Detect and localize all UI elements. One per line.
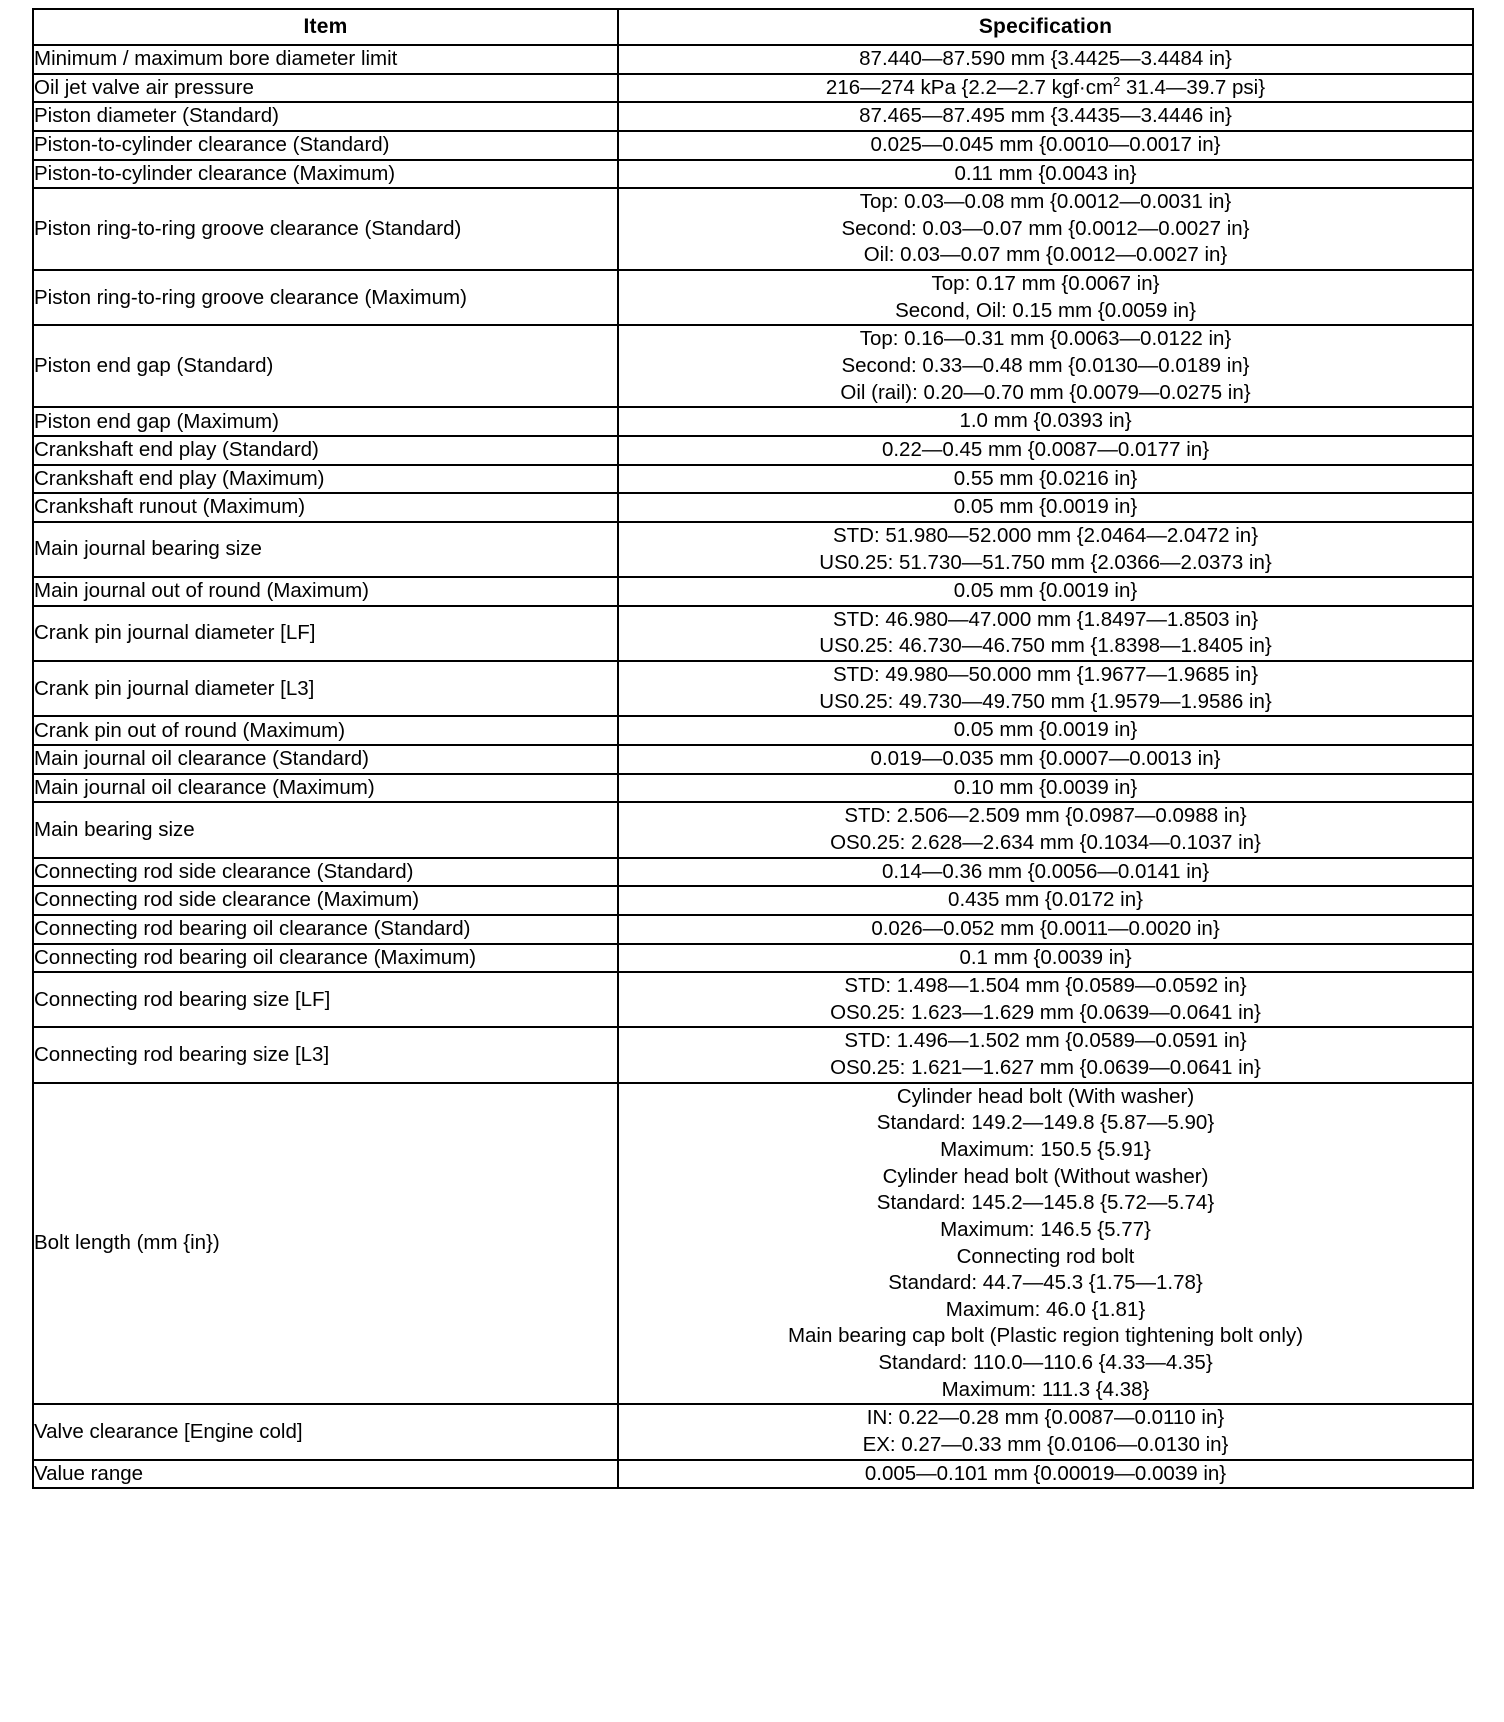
spec-value [618, 1027, 1473, 1082]
spec-value-line: STD: 51.980—52.000 mm {2.0464—2.0472 in} [832, 523, 1259, 547]
spec-value [618, 972, 1473, 1027]
spec-value-line: 0.026—0.052 mm {0.0011—0.0020 in} [871, 916, 1220, 940]
spec-value-line: STD: 49.980—50.000 mm {1.9677—1.9685 in} [832, 663, 1259, 687]
table-row [33, 858, 1473, 887]
table-row [33, 102, 1473, 131]
spec-item-label: Crankshaft runout (Maximum) [33, 493, 618, 522]
spec-item-label: Main journal out of round (Maximum) [33, 577, 618, 606]
table-header-row [33, 9, 1473, 45]
spec-value [618, 465, 1473, 494]
spec-value-line: 0.05 mm {0.0019 in} [953, 495, 1138, 519]
spec-value-line: Oil: 0.03—0.07 mm {0.0012—0.0027 in} [863, 243, 1228, 267]
spec-value [618, 577, 1473, 606]
spec-item-label: Piston-to-cylinder clearance (Maximum) [33, 160, 618, 189]
table-row [33, 160, 1473, 189]
spec-item-label: Connecting rod bearing oil clearance (Maximum) [33, 944, 618, 973]
spec-value [618, 102, 1473, 131]
table-row [33, 915, 1473, 944]
table-row [33, 270, 1473, 325]
spec-value-line: 0.10 mm {0.0039 in} [953, 775, 1138, 799]
spec-value-line: Standard: 44.7—45.3 {1.75—1.78} [888, 1271, 1203, 1295]
spec-value-line: Standard: 110.0—110.6 {4.33—4.35} [878, 1351, 1213, 1375]
spec-value [618, 774, 1473, 803]
spec-value-line: Top: 0.17 mm {0.0067 in} [931, 272, 1160, 296]
spec-value-line: US0.25: 51.730—51.750 mm {2.0366—2.0373 in} [819, 550, 1272, 574]
spec-item-label: Piston diameter (Standard) [33, 102, 618, 131]
table-row [33, 407, 1473, 436]
spec-value-line: 1.0 mm {0.0393 in} [959, 409, 1132, 433]
spec-item-label: Valve clearance [Engine cold] [33, 1404, 618, 1459]
spec-value-line: 0.05 mm {0.0019 in} [953, 718, 1138, 742]
spec-value [618, 493, 1473, 522]
engine-specification-table [32, 8, 1474, 1489]
table-row [33, 745, 1473, 774]
table-row [33, 774, 1473, 803]
spec-value-line: EX: 0.27—0.33 mm {0.0106—0.0130 in} [862, 1433, 1229, 1457]
spec-value-line: US0.25: 49.730—49.750 mm {1.9579—1.9586 in} [819, 689, 1272, 713]
spec-value-line: US0.25: 46.730—46.750 mm {1.8398—1.8405 in} [819, 634, 1272, 658]
table-row [33, 716, 1473, 745]
spec-item-label: Main journal oil clearance (Standard) [33, 745, 618, 774]
spec-item-label: Minimum / maximum bore diameter limit [33, 45, 618, 74]
spec-value-line: OS0.25: 2.628—2.634 mm {0.1034—0.1037 in} [830, 830, 1261, 854]
spec-value [618, 858, 1473, 887]
spec-value [618, 522, 1473, 577]
table-row [33, 1083, 1473, 1405]
spec-item-label: Oil jet valve air pressure [33, 74, 618, 103]
spec-item-label: Connecting rod bearing size [LF] [33, 972, 618, 1027]
table-row [33, 131, 1473, 160]
spec-value [618, 745, 1473, 774]
spec-item-label: Piston ring-to-ring groove clearance (Maximum) [33, 270, 618, 325]
spec-value [618, 661, 1473, 716]
table-row [33, 74, 1473, 103]
table-row [33, 1027, 1473, 1082]
spec-value-line: 216—274 kPa {2.2—2.7 $kgf\cdot cm^2$ 31.4—39.7 psi} [825, 73, 1266, 99]
spec-value-line: 87.440—87.590 mm {3.4425—3.4484 in} [859, 47, 1232, 70]
spec-value-line: Connecting rod bolt [956, 1244, 1135, 1268]
table-row [33, 972, 1473, 1027]
table-row [33, 325, 1473, 407]
spec-value [618, 944, 1473, 973]
spec-value-line: OS0.25: 1.623—1.629 mm {0.0639—0.0641 in} [830, 1000, 1261, 1024]
table-row [33, 465, 1473, 494]
spec-value [618, 915, 1473, 944]
table-row [33, 661, 1473, 716]
column-header-specification: Specification [618, 9, 1473, 45]
spec-item-label: Value range [33, 1460, 618, 1489]
spec-item-label: Main bearing size [33, 802, 618, 857]
spec-value [618, 407, 1473, 436]
spec-value-line: 0.05 mm {0.0019 in} [953, 579, 1138, 603]
superscript-two: 2 [1113, 73, 1121, 89]
spec-value-line: 0.11 mm {0.0043 in} [954, 161, 1137, 185]
spec-value-line: STD: 46.980—47.000 mm {1.8497—1.8503 in} [832, 607, 1259, 631]
spec-item-label: Piston-to-cylinder clearance (Standard) [33, 131, 618, 160]
table-row [33, 1460, 1473, 1489]
spec-item-label: Piston end gap (Standard) [33, 325, 618, 407]
spec-value [618, 1083, 1473, 1405]
spec-value-line: Standard: 149.2—149.8 {5.87—5.90} [876, 1111, 1215, 1135]
spec-value [618, 802, 1473, 857]
spec-value-line: Maximum: 111.3 {4.38} [941, 1377, 1150, 1401]
spec-item-label: Connecting rod side clearance (Standard) [33, 858, 618, 887]
spec-value-line: 0.005—0.101 mm {0.00019—0.0039 in} [864, 1461, 1227, 1485]
spec-value-line: 0.14—0.36 mm {0.0056—0.0141 in} [881, 859, 1210, 883]
spec-value-line: OS0.25: 1.621—1.627 mm {0.0639—0.0641 in} [830, 1056, 1261, 1080]
spec-value-line: 0.019—0.035 mm {0.0007—0.0013 in} [870, 747, 1221, 771]
spec-value-line: 87.465—87.495 mm {3.4435—3.4446 in} [859, 104, 1232, 128]
table-row [33, 493, 1473, 522]
table-row [33, 436, 1473, 465]
table-body [33, 45, 1473, 1488]
spec-value-line: Top: 0.16—0.31 mm {0.0063—0.0122 in} [859, 327, 1232, 351]
spec-value-line: IN: 0.22—0.28 mm {0.0087—0.0110 in} [866, 1406, 1225, 1430]
spec-value [618, 325, 1473, 407]
spec-value-line: 0.025—0.045 mm {0.0010—0.0017 in} [870, 132, 1221, 156]
table-row [33, 577, 1473, 606]
spec-value-line: Second: 0.33—0.48 mm {0.0130—0.0189 in} [841, 354, 1250, 378]
spec-item-label: Crankshaft end play (Standard) [33, 436, 618, 465]
table-header [33, 9, 1473, 45]
spec-value-line: 0.435 mm {0.0172 in} [948, 888, 1143, 912]
table-row [33, 522, 1473, 577]
table-row [33, 606, 1473, 661]
spec-value [618, 606, 1473, 661]
spec-value-line: Maximum: 150.5 {5.91} [940, 1137, 1151, 1161]
spec-item-label: Bolt length (mm {in}) [33, 1083, 618, 1405]
spec-value-line: Cylinder head bolt (With washer) [896, 1084, 1195, 1108]
spec-value-line: 0.22—0.45 mm {0.0087—0.0177 in} [881, 437, 1210, 461]
spec-value-line: 0.55 mm {0.0216 in} [953, 466, 1138, 490]
spec-value-line: Second: 0.03—0.07 mm {0.0012—0.0027 in} [841, 216, 1250, 240]
spec-item-label: Crank pin journal diameter [L3] [33, 661, 618, 716]
spec-value [618, 160, 1473, 189]
spec-value-line: Maximum: 146.5 {5.77} [940, 1217, 1151, 1241]
table-row [33, 802, 1473, 857]
spec-item-label: Main journal oil clearance (Maximum) [33, 774, 618, 803]
table-row [33, 944, 1473, 973]
spec-item-label: Crankshaft end play (Maximum) [33, 465, 618, 494]
table-row [33, 45, 1473, 74]
spec-value [618, 436, 1473, 465]
spec-value-line: Standard: 145.2—145.8 {5.72—5.74} [876, 1191, 1215, 1215]
spec-value [618, 131, 1473, 160]
spec-item-label: Connecting rod side clearance (Maximum) [33, 886, 618, 915]
spec-value-line: Top: 0.03—0.08 mm {0.0012—0.0031 in} [859, 190, 1232, 214]
table-row [33, 188, 1473, 270]
spec-item-label: Connecting rod bearing size [L3] [33, 1027, 618, 1082]
spec-value-line: Main bearing cap bolt (Plastic region tightening bolt only) [787, 1324, 1304, 1348]
spec-value [618, 716, 1473, 745]
table-row [33, 1404, 1473, 1459]
spec-value-line: Cylinder head bolt (Without washer) [882, 1164, 1209, 1188]
spec-value-line: Oil (rail): 0.20—0.70 mm {0.0079—0.0275 in} [840, 380, 1251, 404]
spec-item-label: Crank pin journal diameter [LF] [33, 606, 618, 661]
table-row [33, 886, 1473, 915]
spec-value-line: STD: 1.498—1.504 mm {0.0589—0.0592 in} [844, 974, 1247, 998]
column-header-item: Item [33, 9, 618, 45]
spec-value [618, 1404, 1473, 1459]
spec-value-line: Maximum: 46.0 {1.81} [945, 1297, 1146, 1321]
spec-value-line: STD: 1.496—1.502 mm {0.0589—0.0591 in} [844, 1029, 1247, 1053]
spec-value-line: STD: 2.506—2.509 mm {0.0987—0.0988 in} [844, 804, 1247, 828]
spec-value [618, 886, 1473, 915]
spec-value [618, 74, 1473, 103]
spec-value [618, 1460, 1473, 1489]
spec-value-line: Second, Oil: 0.15 mm {0.0059 in} [895, 298, 1196, 322]
spec-value [618, 45, 1473, 74]
spec-item-label: Crank pin out of round (Maximum) [33, 716, 618, 745]
spec-item-label: Piston end gap (Maximum) [33, 407, 618, 436]
spec-value-line: 0.1 mm {0.0039 in} [959, 945, 1132, 969]
spec-item-label: Piston ring-to-ring groove clearance (Standard) [33, 188, 618, 270]
spec-item-label: Connecting rod bearing oil clearance (Standard) [33, 915, 618, 944]
spec-item-label: Main journal bearing size [33, 522, 618, 577]
spec-value [618, 270, 1473, 325]
spec-value [618, 188, 1473, 270]
